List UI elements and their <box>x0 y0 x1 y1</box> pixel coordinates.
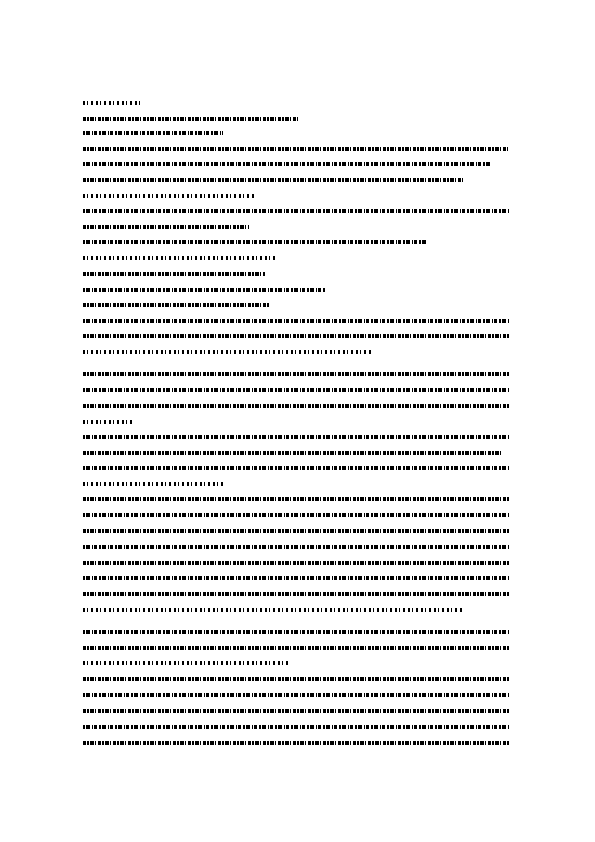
text-line <box>83 466 510 470</box>
text-line <box>83 693 510 697</box>
text-line <box>83 256 277 260</box>
text-line <box>83 529 510 533</box>
text-line <box>83 209 510 213</box>
text-line <box>83 608 463 612</box>
text-line <box>83 677 510 681</box>
text-line <box>83 288 326 292</box>
text-line <box>83 451 501 455</box>
text-line <box>83 225 249 229</box>
text-line <box>83 545 510 549</box>
text-line <box>83 404 510 408</box>
text-line <box>83 646 510 650</box>
text-line <box>83 513 510 517</box>
text-line <box>83 709 510 713</box>
text-line <box>83 240 426 244</box>
text-line <box>83 576 510 580</box>
text-line <box>83 725 510 729</box>
text-line <box>83 420 133 424</box>
text-line <box>83 319 510 323</box>
text-line <box>83 435 510 439</box>
text-line <box>83 147 508 151</box>
text-line <box>83 272 265 276</box>
text-line <box>83 482 223 486</box>
text-line-header-1 <box>83 101 141 105</box>
text-line <box>83 497 510 501</box>
text-line <box>83 630 510 634</box>
text-line <box>83 592 510 596</box>
text-line <box>83 372 510 376</box>
text-line <box>83 162 490 166</box>
text-line <box>83 661 288 665</box>
text-line-header-3 <box>83 131 223 135</box>
text-line <box>83 194 255 198</box>
text-line <box>83 178 463 182</box>
text-line <box>83 334 510 338</box>
text-line-header-2 <box>83 117 298 121</box>
text-line <box>83 741 510 745</box>
text-line <box>83 350 373 354</box>
text-line <box>83 303 269 307</box>
text-line <box>83 388 510 392</box>
text-line <box>83 561 510 565</box>
